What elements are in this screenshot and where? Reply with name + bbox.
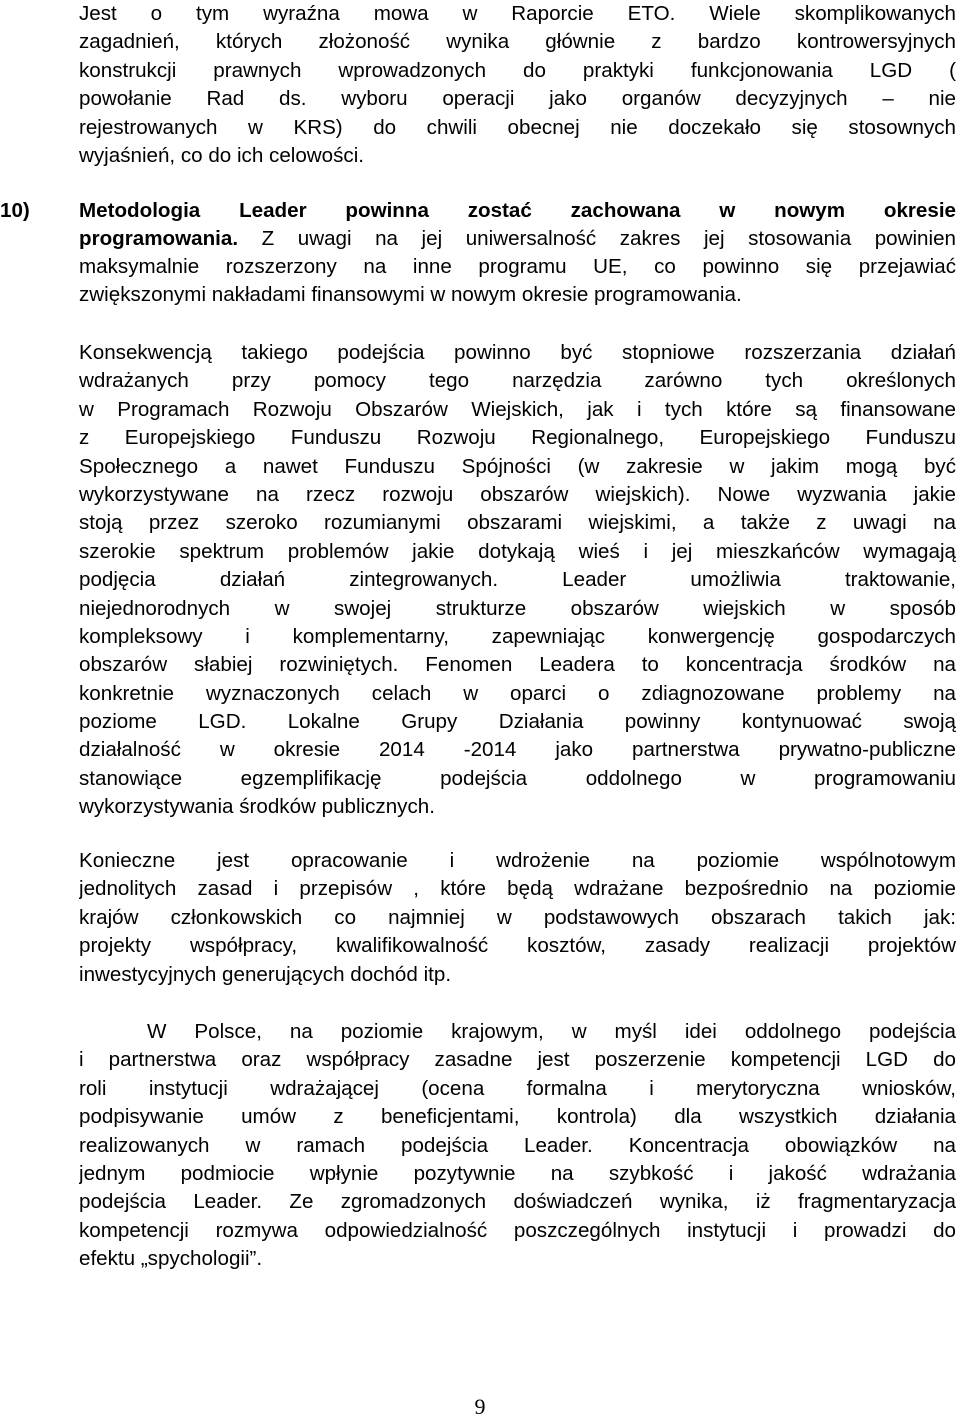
paragraph-common-rules — [79, 847, 956, 989]
text-line: zagadnień, których złożoność wynika głównie z bardzo kontrowersyjnych — [79, 30, 956, 54]
text-line: wdrażanych przy pomocy tego narzędzia zarówno tych określonych — [79, 369, 956, 393]
text-line: maksymalnie rozszerzony na inne programu UE, co powinno się przejawiać — [79, 255, 956, 278]
text-line: projekty współpracy, kwalifikowalność kosztów, zasady realizacji projektów — [79, 934, 956, 958]
section-heading-continuation — [79, 225, 956, 253]
section-text-start: Z uwagi na jej uniwersalność zakres jej stosowania powinien — [238, 227, 956, 250]
text-line: Jest o tym wyraźna mowa w Raporcie ETO. Wiele skomplikowanych — [79, 2, 956, 25]
text-line: Konieczne jest opracowanie i wdrożenie na poziomie wspólnotowym — [79, 849, 956, 872]
text-line: podjęcia działań zintegrowanych. Leader umożliwia traktowanie, — [79, 568, 956, 592]
text-line: efektu „spychologii”. — [79, 1247, 263, 1271]
section-heading-end: programowania. — [79, 227, 239, 250]
text-line: krajów członkowskich co najmniej w podstawowych obszarach takich jak: — [79, 905, 956, 929]
text-line: wykorzystywania środków publicznych. — [79, 795, 435, 819]
paragraph-eto-report — [79, 0, 956, 170]
text-line: obszarów słabiej rozwiniętych. Fenomen Leadera to koncentracja środków na — [79, 653, 956, 677]
text-line: podpisywanie umów z beneficjentami, kontrola) dla wszystkich działania — [79, 1105, 956, 1129]
text-line: i partnerstwa oraz współpracy zasadne jest poszerzenie kompetencji LGD do — [79, 1048, 956, 1072]
text-line: realizowanych w ramach podejścia Leader. Koncentracja obowiązków na — [79, 1133, 956, 1157]
text-line: Społecznego a nawet Funduszu Spójności (w zakresie w jakim mogą być — [79, 454, 956, 478]
section-number: 10) — [0, 199, 30, 222]
text-line: działalność w okresie 2014 -2014 jako partnerstwa prywatno-publiczne — [79, 738, 956, 762]
text-line: inwestycyjnych generujących dochód itp. — [79, 962, 452, 986]
text-line: zwiększonymi nakładami finansowymi w nowym okresie programowania. — [79, 283, 742, 307]
text-line: wykorzystywane na rzecz rozwoju obszarów wiejskich). Nowe wyzwania jakie — [79, 482, 956, 506]
text-line: podejścia Leader. Ze zgromadzonych doświadczeń wynika, iż fragmentaryzacja — [79, 1190, 956, 1214]
section-heading: Metodologia Leader powinna zostać zachowana w nowym okresie — [79, 199, 956, 222]
text-line: jednolitych zasad i przepisów , które będą wdrażane bezpośrednio na poziomie — [79, 877, 956, 901]
paragraph-poland-lgd — [79, 1018, 956, 1274]
text-line: stoją przez szeroko rozumianymi obszarami wiejskimi, a także z uwagi na — [79, 511, 956, 535]
text-line: szerokie spektrum problemów jakie dotykają wieś i jej mieszkańców wymagają — [79, 539, 956, 563]
text-line: kompleksowy i komplementarny, zapewniając konwergencję gospodarczych — [79, 624, 956, 648]
text-line: kompetencji rozmywa odpowiedzialność poszczególnych instytucji i prowadzi do — [79, 1218, 956, 1242]
text-line: Konsekwencją takiego podejścia powinno być stopniowe rozszerzania działań — [79, 341, 956, 364]
text-line: z Europejskiego Funduszu Rozwoju Regionalnego, Europejskiego Funduszu — [79, 426, 956, 450]
text-line: konstrukcji prawnych wprowadzonych do praktyki funkcjonowania LGD ( — [79, 58, 956, 82]
text-line: niejednorodnych w swojej strukturze obszarów wiejskich w sposób — [79, 596, 956, 620]
text-line: W Polsce, na poziomie krajowym, w myśl idei oddolnego podejścia — [147, 1020, 956, 1043]
text-line: w Programach Rozwoju Obszarów Wiejskich, jak i tych które są finansowane — [79, 397, 956, 421]
text-line: stanowiące egzemplifikację podejścia oddolnego w programowaniu — [79, 766, 956, 790]
text-line: powołanie Rad ds. wyboru operacji jako organów decyzyjnych – nie — [79, 87, 956, 111]
text-line: konkretnie wyznaczonych celach w oparci o zdiagnozowane problemy na — [79, 681, 956, 705]
text-line: poziome LGD. Lokalne Grupy Działania powinny kontynuować swoją — [79, 710, 956, 734]
page-number: 9 — [474, 1394, 486, 1419]
text-line: rejestrowanych w KRS) do chwili obecnej nie doczekało się stosownych — [79, 115, 956, 139]
text-line: jednym podmiocie wpłynie pozytywnie na szybkość i jakość wdrażania — [79, 1161, 956, 1185]
section-10-body — [79, 253, 956, 310]
text-line: wyjaśnień, co do ich celowości. — [79, 143, 365, 167]
paragraph-consequence — [79, 339, 956, 822]
text-line: roli instytucji wdrażającej (ocena formalna i merytoryczna wniosków, — [79, 1076, 956, 1100]
